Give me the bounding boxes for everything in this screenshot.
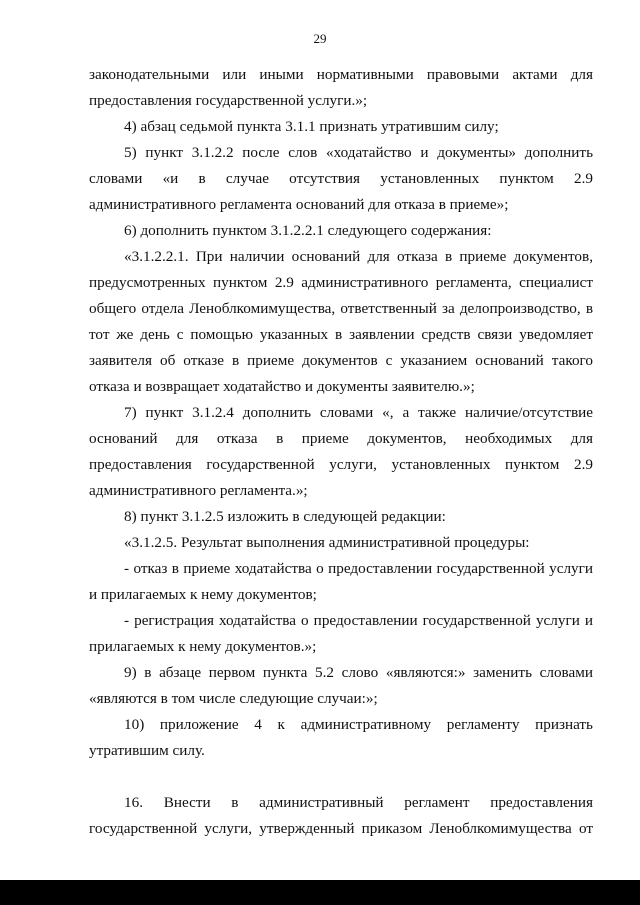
text-line: 9) в абзаце первом пункта 5.2 слово «являются:» заменить словами: [124, 664, 593, 681]
text-line: предусмотренных пунктом 2.9 административного регламента, специалист: [89, 274, 593, 291]
page-number: 29: [313, 31, 327, 46]
text-line: предоставления государственной услуги.»;: [89, 92, 368, 109]
text-line: административного регламента оснований для отказа в приеме»;: [89, 196, 509, 213]
text-line: заявителя об отказе в приеме документов с указанием оснований такого: [89, 352, 593, 369]
text-line: 4) абзац седьмой пункта 3.1.1 признать утратившим силу;: [124, 118, 499, 135]
text-line: 6) дополнить пунктом 3.1.2.2.1 следующего содержания:: [124, 222, 492, 239]
text-line: 16. Внести в административный регламент предоставления: [124, 794, 593, 811]
scan-bottom-edge: [0, 880, 640, 905]
text-line: законодательными или иными нормативными правовыми актами для: [89, 66, 593, 83]
text-line: общего отдела Леноблкомимущества, ответственный за делопроизводство, в: [89, 300, 593, 317]
text-line: утратившим силу.: [89, 742, 205, 759]
text-line: - отказ в приеме ходатайства о предоставлении государственной услуги: [124, 560, 593, 577]
text-line: - регистрация ходатайства о предоставлении государственной услуги и: [124, 612, 593, 629]
text-line: государственной услуги, утвержденный приказом Леноблкомимущества от: [89, 820, 593, 837]
text-line: «3.1.2.5. Результат выполнения административной процедуры:: [124, 534, 530, 551]
text-line: словами «и в случае отсутствия установленных пунктом 2.9: [89, 170, 593, 187]
text-line: 7) пункт 3.1.2.4 дополнить словами «, а также наличие/отсутствие: [124, 404, 593, 421]
document-body: [89, 62, 593, 842]
text-line: тот же день с помощью указанных в заявлении средств связи уведомляет: [89, 326, 593, 343]
text-line: прилагаемых к нему документов.»;: [89, 638, 317, 655]
text-line: «3.1.2.2.1. При наличии оснований для отказа в приеме документов,: [124, 248, 593, 265]
text-line: оснований для отказа в приеме документов, необходимых для: [89, 430, 593, 447]
text-line: предоставления государственной услуги, установленных пунктом 2.9: [89, 456, 593, 473]
text-line: 8) пункт 3.1.2.5 изложить в следующей редакции:: [124, 508, 446, 525]
text-line: «являются в том числе следующие случаи:»;: [89, 690, 378, 707]
text-line: 10) приложение 4 к административному регламенту признать: [124, 716, 593, 733]
text-line: 5) пункт 3.1.2.2 после слов «ходатайство и документы» дополнить: [124, 144, 593, 161]
text-line: административного регламента.»;: [89, 482, 308, 499]
text-line: и прилагаемых к нему документов;: [89, 586, 317, 603]
text-line: отказа и возвращает ходатайство и документы заявителю.»;: [89, 378, 475, 395]
text-line: [89, 764, 593, 790]
